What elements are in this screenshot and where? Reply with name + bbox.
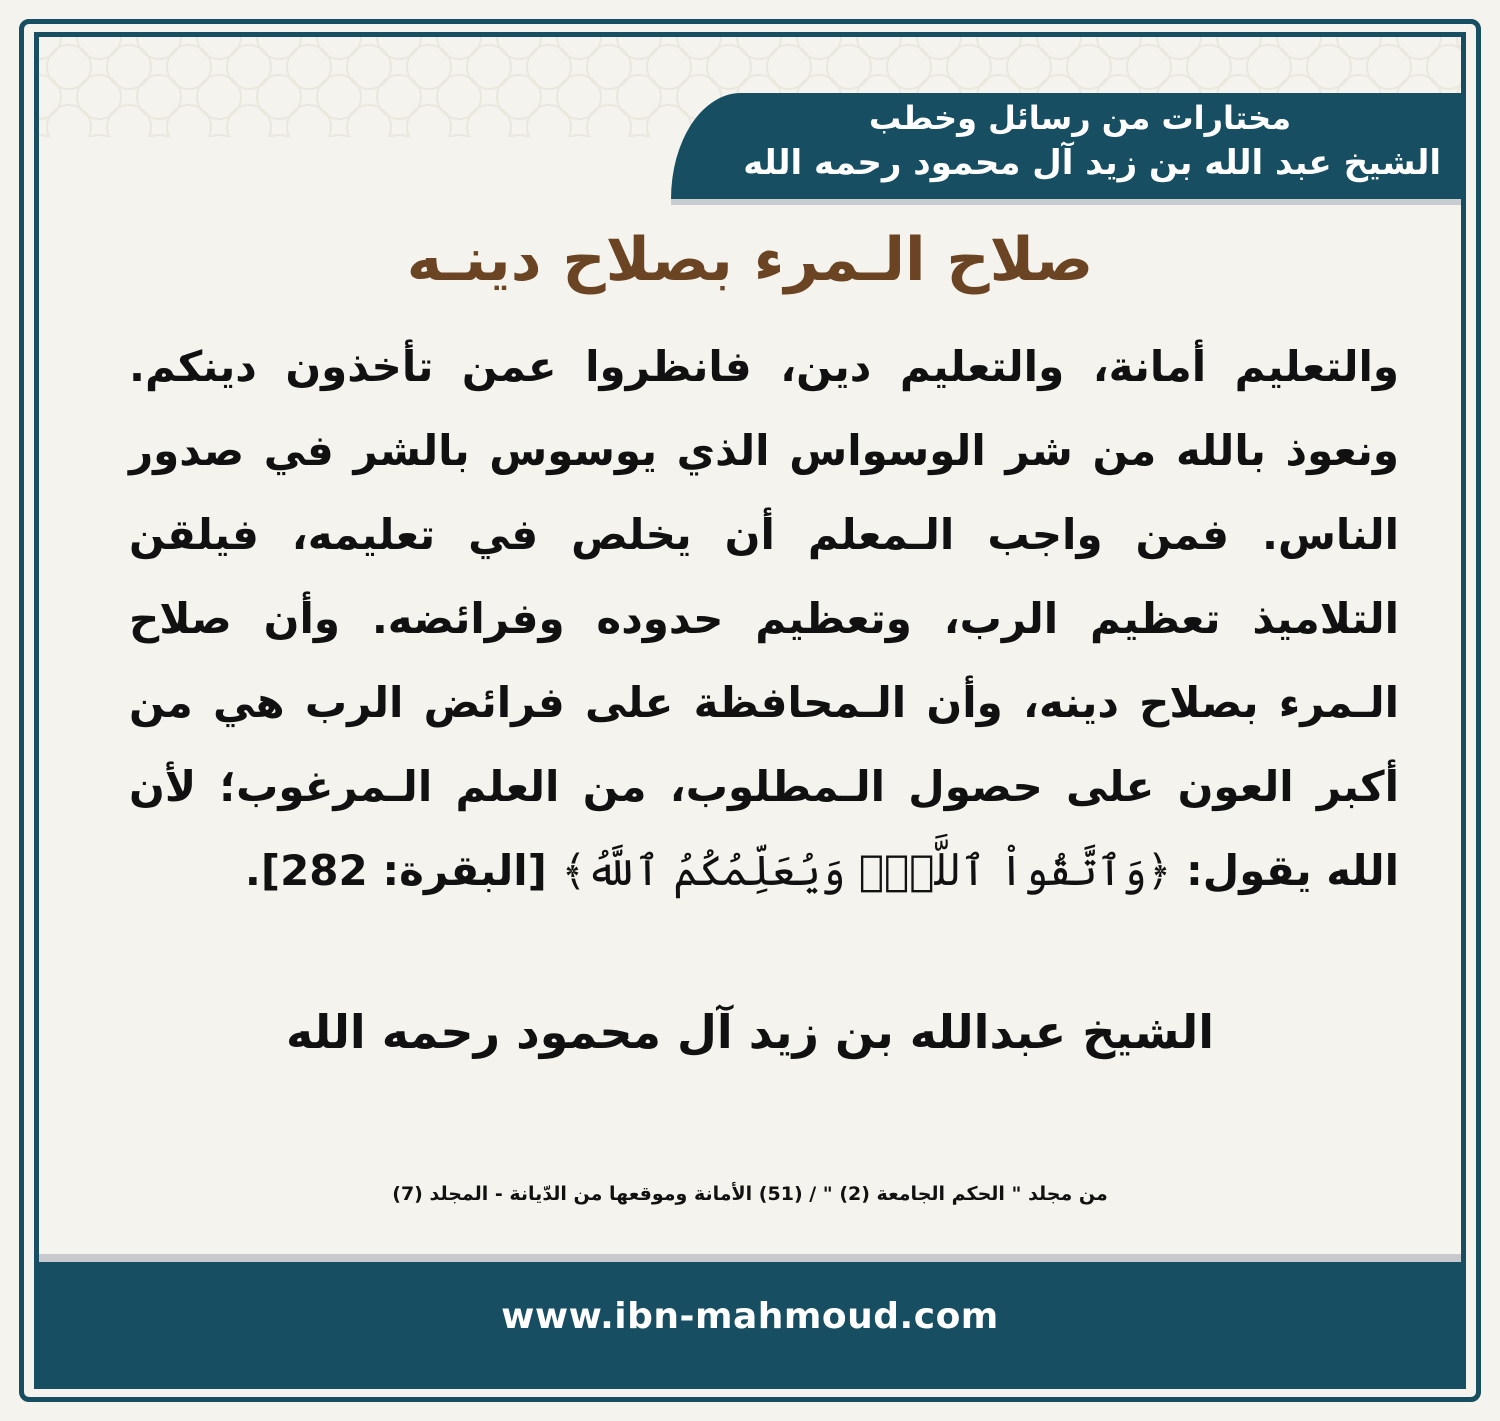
header-banner [671,93,1461,199]
card [34,32,1466,1389]
source-citation: من مجلد " الحكم الجامعة (2) " / (51) الأمانة وموقعها من الدّيانة - المجلد (7) [392,1183,1108,1205]
verse-reference: [البقرة: 282]. [244,846,547,895]
footer-bar [39,1262,1461,1384]
header-subtitle: مختارات من رسائل وخطب [868,99,1291,137]
page-title: صلاح الـمرء بصلاح دينـه [406,225,1094,295]
footer-divider [39,1254,1461,1262]
body-paragraph [129,325,1399,913]
quran-verse: وَٱتَّقُواْ ٱللَّهَۖ وَيُعَلِّمُكُمُ ٱللَّهُ [586,846,1147,895]
body-text: والتعليم أمانة، والتعليم دين، فانظروا عمن تأخذون دينكم. ونعوذ بالله من شر الوسواس الذي يوسوس بالشر في صدور الناس. فمن واجب الـمعلم أن يخلص في تعليمه، فيلقن التلاميذ تعظيم الرب، وتعظيم حدوده وفرائضه. وأن صلاح الـمرء بصلاح دينه، وأن الـمحافظة على فرائض الرب هي من أكبر العون على حصول الـمطلوب، من العلم الـمرغوب؛ لأن الله يقول: [129,342,1399,895]
quran-open-bracket: ﴿ [1146,846,1172,895]
quran-close-bracket: ﴾ [561,846,587,895]
header-author: الشيخ عبد الله بن زيد آل محمود رحمه الله [743,143,1441,183]
author-signature: الشيخ عبدالله بن زيد آل محمود رحمه الله [285,1005,1215,1059]
website-link[interactable]: www.ibn-mahmoud.com [501,1296,999,1337]
